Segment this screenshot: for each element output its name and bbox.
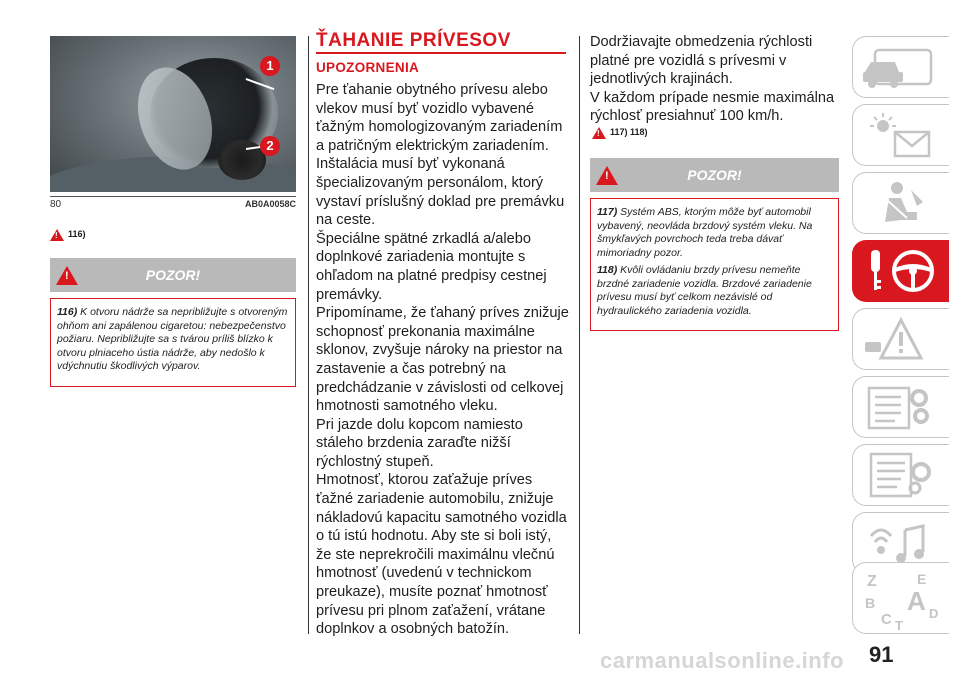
warning-ref-number: 116) [68,229,86,239]
index-letter: D [929,606,939,621]
warning-ref-number: 117) 118) [610,127,648,137]
seat-airbag-icon [861,178,941,228]
callout-1: 1 [260,56,280,76]
index-letter: C [881,611,892,628]
warning-body [590,198,839,331]
tab-technical-data[interactable] [852,444,949,506]
index-letter: A [907,586,926,616]
callout-2: 2 [260,136,280,156]
warning-header [590,158,839,192]
tab-index[interactable] [852,562,949,634]
paragraph: V každom prípade nesmie maximálna rýchlosť presiahnuť 100 km/h. [590,89,835,125]
page-number: 91 [869,642,894,667]
warning-triangle-icon [596,166,618,185]
paragraph: Hmotnosť, ktorou zaťažuje príves ťažné zariadenie automobilu, znižuje nákladovú kapacitu samotného vozidla o tú istú hodnotu. Aby ste si boli istý, že ste neprekročili maximálnu vlečnú hmotnosť (uvedenú v technickom preukaze), musíte poznať hmotnosť prívesu pri plnom zaťažení, vrátane doplnkov a osobných batožín. [316,472,567,638]
warning-item-text: Systém ABS, ktorým môže byť automobil vybavený, neovláda brzdový systém vleku. Na šmykľavých povrchoch teda treba dávať mimoriadny pozor. [597,206,813,259]
warning-triangle-icon [56,266,78,285]
lights-message-icon [861,110,941,160]
multimedia-icon [861,518,941,568]
fuel-door-photo [50,36,296,192]
warning-header [50,258,296,292]
section-title-rule [316,52,566,54]
figure-code: AB0A0058C [244,199,296,209]
paragraph: Pripomíname, že ťahaný príves znižuje schopnosť prekonania maximálne sklonov, zvyšuje nároky na priestor na zastavenie a čas potrebný na predchádzanie v závislosti od celkovej hmotnosti samotného vleku. [316,305,569,415]
warning-triangle-icon [50,229,64,241]
index-letters-icon [861,568,943,632]
index-letter: Z [867,573,877,590]
index-letter: E [917,571,927,587]
technical-data-icon [861,450,941,500]
section-subtitle: UPOZORNENIA [316,60,420,75]
tab-lights[interactable] [852,104,949,166]
warning-item-text: Kvôli ovládaniu brzdy prívesu nemeňte brzdné zariadenie vozidla. Brzdové zariadenie prívesu musí byť celkom nezávislé od hydraulického zariadenia vozidla. [597,264,812,317]
tab-car[interactable] [852,36,949,98]
warning-item-text: K otvoru nádrže sa nepribližujte s otvoreným ohňom ani zapálenou cigaretou: nebezpečenstvo požiaru. Nepribližujte sa s tvárou príliš blízko k otvoru plniaceho ústia nádrže, aby nedošlo k vdýchnutiu škodlivých výparov. [57,306,288,372]
warning-item-number: 116) [57,306,78,318]
warning-triangle-icon [592,127,606,139]
key-steering-wheel-icon [861,246,941,296]
index-letter: T [895,618,903,632]
column-divider [308,36,309,634]
warning-box-towing [590,158,839,331]
warning-heading: POZOR! [145,267,201,283]
warning-reference [50,229,86,241]
warning-road-icon [861,314,941,364]
figure-page-label: 80 [50,199,62,210]
warning-box-fuel [50,258,296,387]
warning-item-number: 118) [597,264,618,276]
warning-reference [592,127,648,139]
warning-body [50,298,296,387]
tab-maintenance[interactable] [852,376,949,438]
tab-emergency[interactable] [852,308,949,370]
tab-starting-driving[interactable] [852,240,949,302]
paragraph: Dodržiavajte obmedzenia rýchlosti platné pre vozidlá s prívesmi v jednotlivých krajinách. [590,34,813,88]
towing-text [316,81,570,639]
paragraph: Špeciálne spätné zrkadlá a/alebo doplnkové zariadenia montujte s ohľadom na platné predpisy cestnej premávky. [316,230,547,303]
paragraph: Pre ťahanie obytného prívesu alebo vlekov musí byť vozidlo vybavené ťažným homologizovaným zariadením a patričným elektrickým zariadením. Inštalácia musí byť vykonaná špecializovaným personálom, ktorý vystaví príslušný doklad pre premávku na ceste. [316,82,565,229]
column-divider [579,36,580,634]
section-title: ŤAHANIE PRÍVESOV [316,30,511,51]
speed-limit-text [590,33,844,126]
paragraph: Pri jazde dolu kopcom namiesto stáleho brzdenia zaraďte nižší rýchlostný stupeň. [316,416,523,470]
warning-heading: POZOR! [687,167,742,183]
figure-rule [50,196,296,197]
car-icon [861,42,941,92]
watermark: carmanualsonline.info [600,648,844,673]
maintenance-list-icon [861,382,941,432]
warning-item-number: 117) [597,206,618,218]
tab-safety[interactable] [852,172,949,234]
index-letter: B [865,595,876,611]
